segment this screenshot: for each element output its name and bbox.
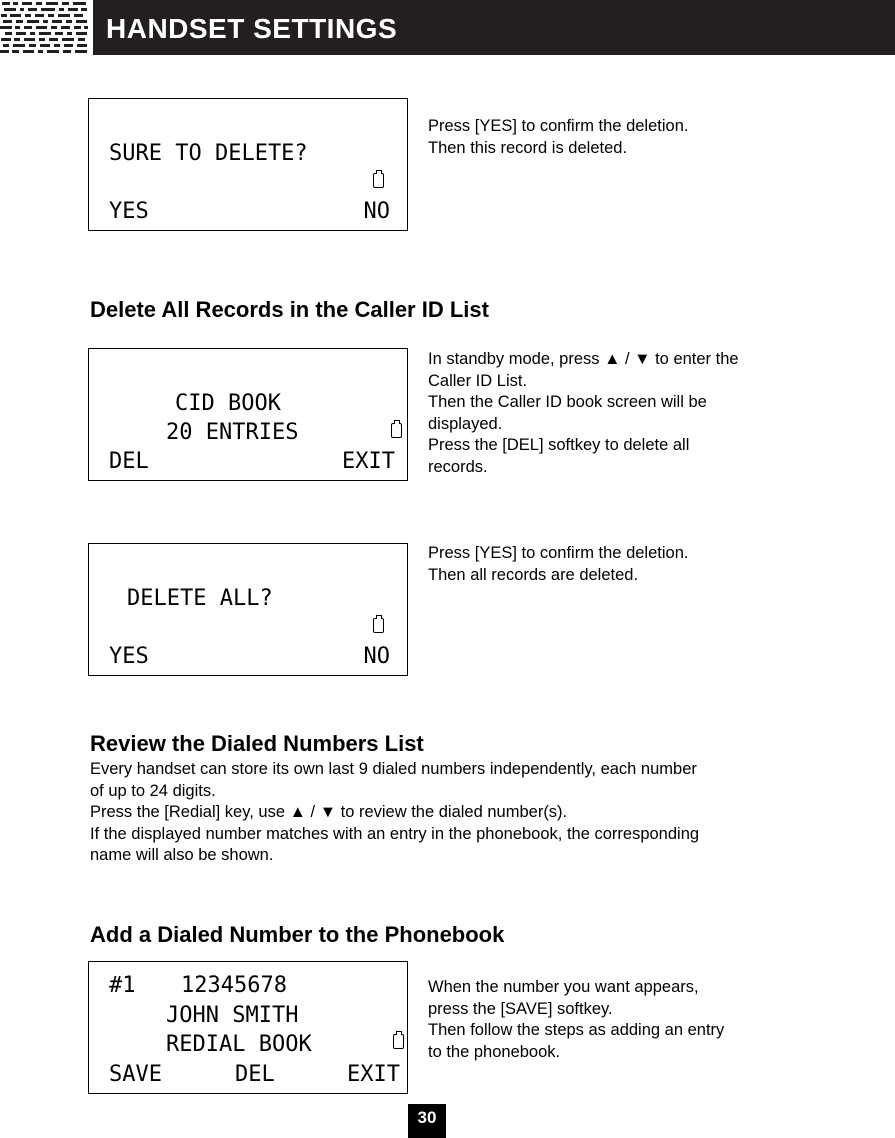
note-line: When the number you want appears,	[428, 978, 699, 996]
softkey-del: DEL	[109, 449, 149, 474]
battery-icon	[373, 618, 384, 633]
lcd-entry-number: 12345678	[181, 973, 287, 998]
lcd-line-2: JOHN SMITH	[166, 1003, 299, 1028]
note-line: Then all records are deleted.	[428, 565, 639, 584]
para-line: name will also be shown.	[90, 846, 274, 864]
note-line: Then the Caller ID book screen will be	[428, 393, 707, 411]
note-line: to the phonebook.	[428, 1042, 561, 1061]
note-line: Caller ID List.	[428, 371, 528, 390]
note-line: Press [YES] to confirm the deletion.	[428, 117, 689, 135]
softkey-del: DEL	[235, 1062, 275, 1087]
lcd-line-1: DELETE ALL?	[127, 586, 273, 611]
lcd-line-1: SURE TO DELETE?	[109, 141, 308, 166]
softkey-yes: YES	[109, 199, 149, 224]
note-confirm-all	[428, 543, 688, 586]
note-line: Press the [DEL] softkey to delete all	[428, 436, 690, 454]
softkey-exit: EXIT	[342, 449, 395, 474]
review-paragraph	[90, 759, 790, 867]
note-line: records.	[428, 457, 488, 476]
page-title: HANDSET SETTINGS	[106, 13, 398, 44]
header-bar	[93, 0, 895, 55]
note-line: In standby mode, press ▲ / ▼ to enter the	[428, 350, 739, 368]
page-number: 30	[408, 1104, 446, 1138]
battery-icon	[391, 423, 402, 438]
para-line: Press the [Redial] key, use ▲ / ▼ to review the dialed number(s).	[90, 803, 568, 821]
softkey-yes: YES	[109, 644, 149, 669]
note-standby	[428, 349, 739, 478]
para-line: If the displayed number matches with an entry in the phonebook, the corresponding	[90, 824, 700, 843]
lcd-line-2: 20 ENTRIES	[166, 420, 299, 445]
pattern-logo	[0, 0, 89, 55]
lcd-screen-cid-book	[88, 348, 408, 481]
softkey-no: NO	[363, 199, 390, 224]
note-save	[428, 977, 724, 1063]
section-heading-review: Review the Dialed Numbers List	[90, 731, 424, 756]
lcd-screen-redial-book	[88, 961, 408, 1094]
softkey-no: NO	[363, 644, 390, 669]
lcd-screen-delete-all	[88, 543, 408, 676]
section-heading-delete-all: Delete All Records in the Caller ID List	[90, 297, 489, 322]
battery-icon	[393, 1034, 404, 1049]
para-line: of up to 24 digits.	[90, 781, 216, 800]
lcd-screen-sure-to-delete	[88, 98, 408, 231]
section-heading-add-dialed: Add a Dialed Number to the Phonebook	[90, 922, 505, 947]
softkey-save: SAVE	[109, 1062, 162, 1087]
note-confirm-record	[428, 116, 688, 159]
softkey-exit: EXIT	[347, 1062, 400, 1087]
lcd-entry-index: #1	[109, 973, 136, 998]
note-line: displayed.	[428, 414, 503, 433]
lcd-line-1: CID BOOK	[175, 391, 281, 416]
lcd-line-3: REDIAL BOOK	[166, 1032, 312, 1057]
note-line: Then follow the steps as adding an entry	[428, 1021, 725, 1039]
battery-icon	[373, 173, 384, 188]
para-line: Every handset can store its own last 9 dialed numbers independently, each number	[90, 760, 697, 778]
note-line: press the [SAVE] softkey.	[428, 999, 613, 1018]
note-line: Then this record is deleted.	[428, 138, 628, 157]
note-line: Press [YES] to confirm the deletion.	[428, 544, 689, 562]
